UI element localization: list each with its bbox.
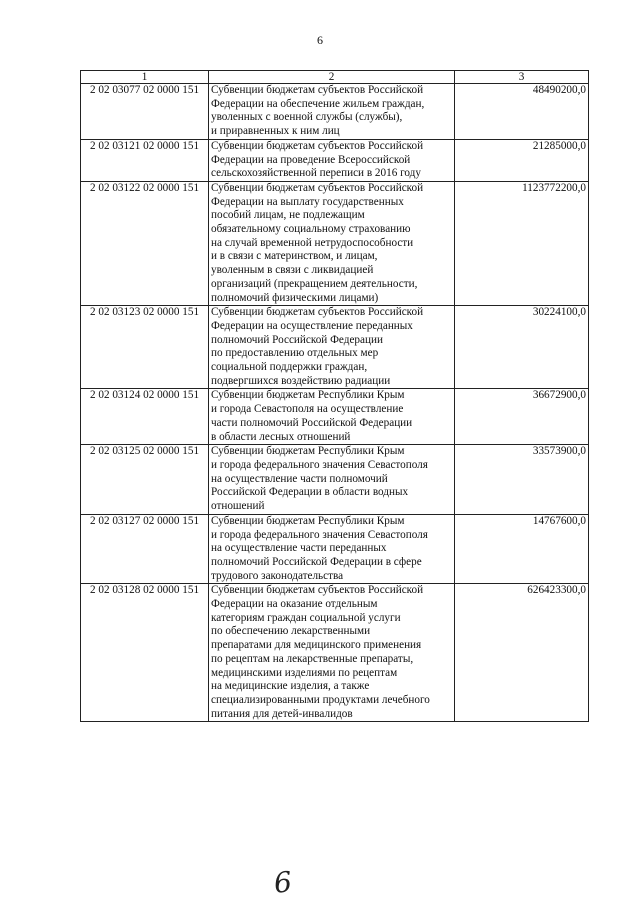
amount-cell: 48490200,0 xyxy=(455,84,589,140)
description-cell: Субвенции бюджетам Республики Крым и города федерального значения Севастополя на осуществление части полномочий Российской Федерации в области водных отношений xyxy=(209,445,455,515)
column-header-description: 2 xyxy=(209,71,455,84)
handwritten-page-mark: 6 xyxy=(272,865,294,900)
description-cell: Субвенции бюджетам субъектов Российской Федерации на обеспечение жильем граждан, уволенных с военной службы (службы), и приравненных к ним лиц xyxy=(209,84,455,140)
amount-cell: 14767600,0 xyxy=(455,514,589,584)
amount-cell: 1123772200,0 xyxy=(455,181,589,305)
table-header-row xyxy=(81,71,589,84)
budget-table xyxy=(80,70,589,722)
amount-cell: 30224100,0 xyxy=(455,306,589,389)
budget-code-cell: 2 02 03123 02 0000 151 xyxy=(81,306,209,389)
amount-cell: 21285000,0 xyxy=(455,139,589,181)
amount-cell: 626423300,0 xyxy=(455,584,589,722)
amount-cell: 36672900,0 xyxy=(455,389,589,445)
description-cell: Субвенции бюджетам Республики Крым и города Севастополя на осуществление части полномочий Российской Федерации в области лесных отношений xyxy=(209,389,455,445)
description-cell: Субвенции бюджетам субъектов Российской Федерации на выплату государственных пособий лицам, не подлежащим обязательному социальному страхованию на случай временной нетрудоспособности и в связи с материнством, и лицам, уволенным в связи с ликвидацией организаций (прекращением деятельности, полномочий физическими лицами) xyxy=(209,181,455,305)
description-cell: Субвенции бюджетам субъектов Российской Федерации на оказание отдельным категориям граждан социальной услуги по обеспечению лекарственными препаратами для медицинского применения по рецептам на лекарственные препараты, медицинскими изделиями по рецептам на медицинские изделия, а также специализированными продуктами лечебного питания для детей-инвалидов xyxy=(209,584,455,722)
table-row xyxy=(81,84,589,140)
budget-code-cell: 2 02 03128 02 0000 151 xyxy=(81,584,209,722)
budget-code-cell: 2 02 03127 02 0000 151 xyxy=(81,514,209,584)
table-row xyxy=(81,389,589,445)
budget-code-cell: 2 02 03125 02 0000 151 xyxy=(81,445,209,515)
table-row xyxy=(81,306,589,389)
table-row xyxy=(81,139,589,181)
budget-code-cell: 2 02 03077 02 0000 151 xyxy=(81,84,209,140)
table-row xyxy=(81,514,589,584)
amount-cell: 33573900,0 xyxy=(455,445,589,515)
budget-code-cell: 2 02 03122 02 0000 151 xyxy=(81,181,209,305)
description-cell: Субвенции бюджетам субъектов Российской Федерации на осуществление переданных полномочий Российской Федерации по предоставлению отдельных мер социальной поддержки граждан, подвергшихся воздействию радиации xyxy=(209,306,455,389)
table-row xyxy=(81,584,589,722)
budget-code-cell: 2 02 03124 02 0000 151 xyxy=(81,389,209,445)
description-cell: Субвенции бюджетам Республики Крым и города федерального значения Севастополя на осуществление части переданных полномочий Российской Федерации в сфере трудового законодательства xyxy=(209,514,455,584)
page-number: 6 xyxy=(317,33,323,47)
table-row xyxy=(81,181,589,305)
column-header-code: 1 xyxy=(81,71,209,84)
description-cell: Субвенции бюджетам субъектов Российской Федерации на проведение Всероссийской сельскохозяйственной переписи в 2016 году xyxy=(209,139,455,181)
column-header-amount: 3 xyxy=(455,71,589,84)
table-row xyxy=(81,445,589,515)
budget-code-cell: 2 02 03121 02 0000 151 xyxy=(81,139,209,181)
